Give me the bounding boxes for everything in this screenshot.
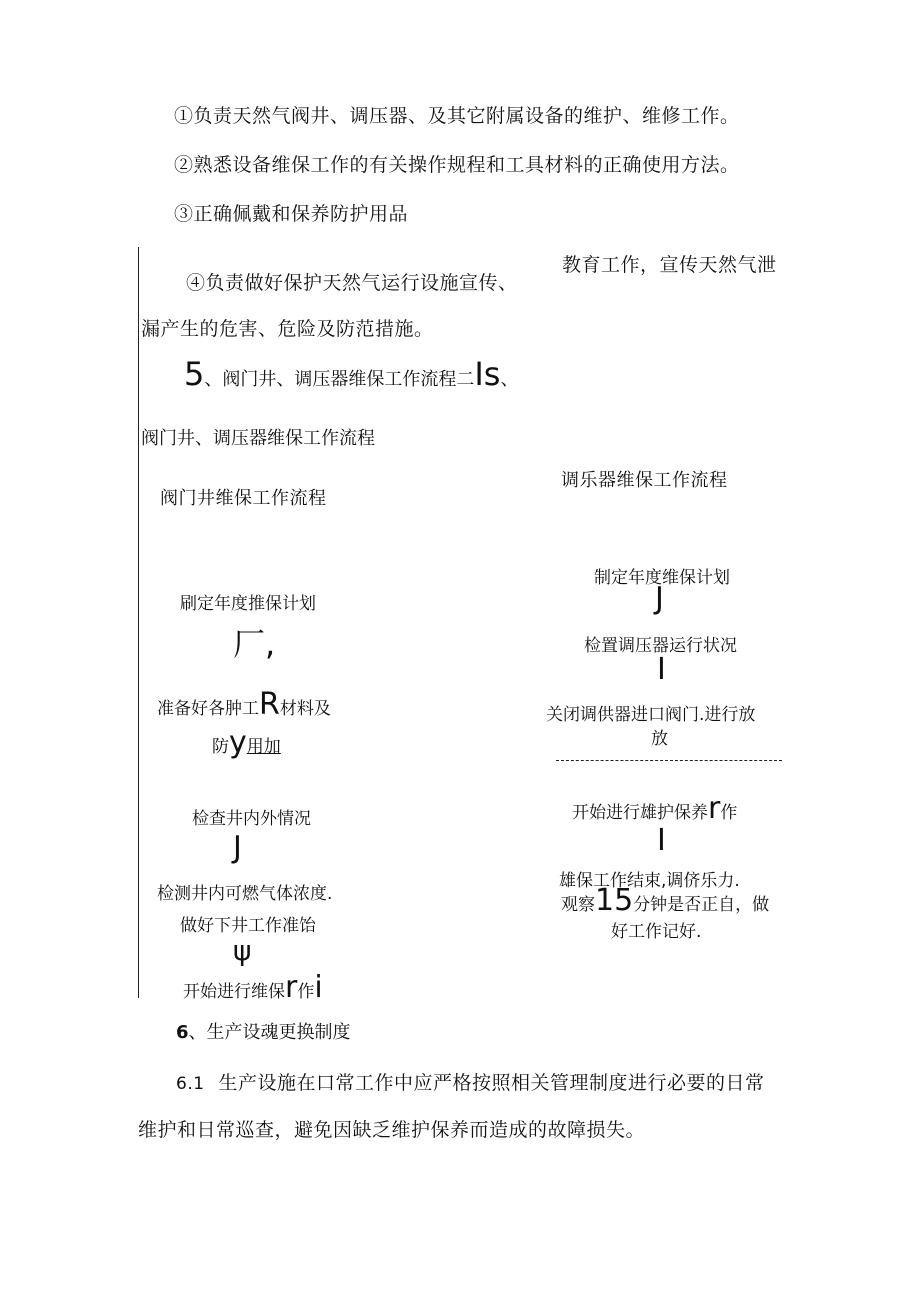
section-6-1-line-1: 6.1 生产设施在口常工作中应严格按照相关管理制度进行必要的日常 [176,1072,765,1094]
duty-item-1: ①负责天然气阀井、调压器、及其它附属设备的维护、维修工作。 [174,105,740,127]
section-6-1-line-2: 维护和日常巡查，避免因缺乏维护保养而造成的故障损失。 [138,1119,646,1141]
section-5-heading [184,355,519,393]
left-step-protect: 防y用加 [212,725,281,760]
section-5-number: 5 [184,355,205,393]
duty-item-4-continued: 漏产生的危害、危险及防范措施。 [141,318,434,340]
right-step-record: 好工作记好. [611,922,702,942]
duty-item-4: ④负责做好保护天然气运行设施宣传、 [186,272,518,294]
left-step-start: 开始进行维保r作i [183,970,323,1005]
left-flow-arrow-2: J [233,830,242,865]
section-5-heading-tail: 、 [500,369,519,390]
section-6-heading: 6、生产设魂更换制度 [176,1022,351,1043]
left-flow-arrow-3: ψ [233,934,252,967]
right-flow-arrow-1: J [655,581,664,616]
right-step-finish: 雄保工作结束,调侪乐力. [559,871,740,891]
left-step-gas-detect: 检测井内可燃气体浓度. [157,884,333,904]
left-step-prepare-descent: 做好下井工作准饴 [180,916,316,936]
right-step-plan: 制定年度维保计划 [594,568,730,588]
right-step-start: 开始进行雄护保养r作 [572,791,738,826]
left-step-inspect: 检查井内外情况 [192,809,311,829]
right-flow-title: 调乐器维保工作流程 [561,470,728,491]
left-flow-title: 阀门井维保工作流程 [160,488,327,509]
right-step-check: 检置调压器运行状况 [584,636,737,656]
left-step-plan: 刷定年度推保计划 [180,594,316,614]
dashed-divider [556,760,782,761]
right-step-observe: 观察15分钟是否正自，做 [561,883,770,918]
right-flow-arrow-2: I [657,652,666,687]
right-step-close-valve: 关闭调供器进口阀门.进行放 [546,705,756,725]
section-5-heading-text: 、阀门井、调压器维保工作流程二 [204,369,475,390]
right-step-close-valve-2: 放 [651,729,668,749]
left-flow-arrow-1: 厂, [233,625,276,663]
right-flow-arrow-3: I [657,823,666,858]
left-margin-line [138,247,139,998]
duty-item-3: ③正确佩戴和保养防护用品 [174,203,409,225]
duty-item-2: ②熟悉设备维保工作的有关操作规程和工具材料的正确使用方法。 [174,154,740,176]
section-5-subheading: 阀门井、调压器维保工作流程 [141,428,375,449]
left-step-prepare: 准备好各肿工R材料及 [157,687,331,722]
section-5-heading-suffix: Is [474,355,501,393]
duty-item-4-right: 教育工作，宣传天然气泄 [562,254,777,276]
